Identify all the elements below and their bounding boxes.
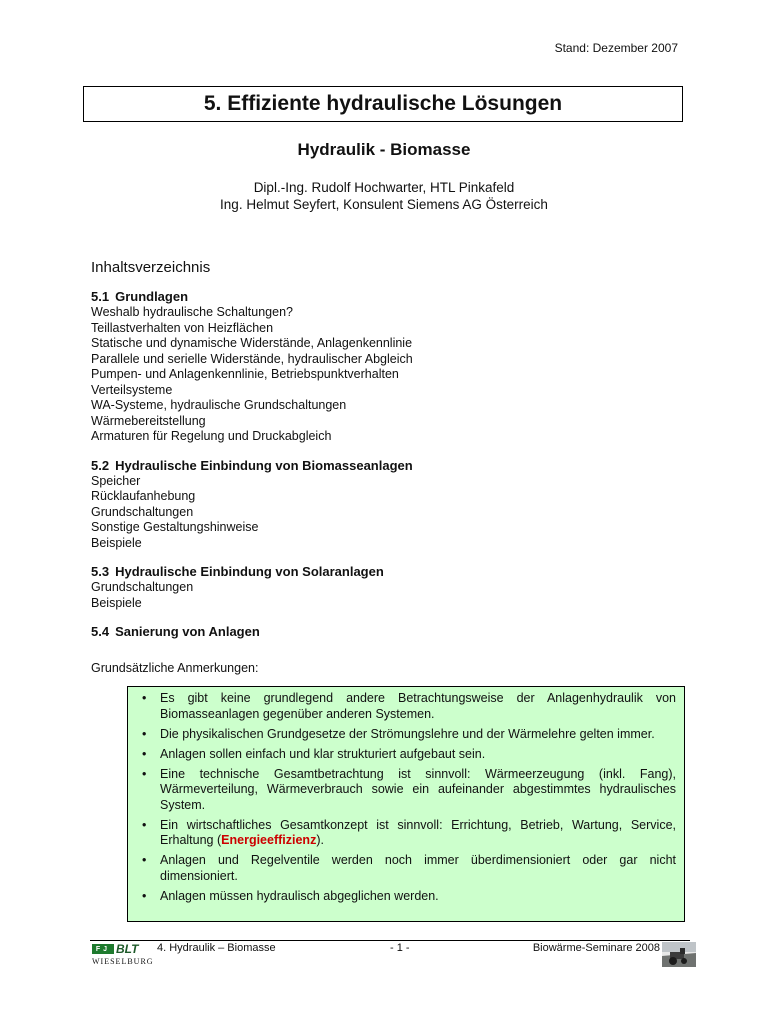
remark-text	[160, 767, 676, 814]
toc-section-title	[91, 564, 691, 580]
author-line: Dipl.-Ing. Rudolf Hochwarter, HTL Pinkafeld	[253, 180, 515, 195]
bullet-icon: •	[142, 817, 147, 832]
toc-item: Sonstige Gestaltungshinweise	[91, 520, 259, 534]
toc-item: Pumpen- und Anlagenkennlinie, Betriebspunktverhalten	[91, 367, 399, 381]
table-of-contents	[91, 289, 691, 653]
remark-text	[160, 853, 676, 884]
toc-heading: Inhaltsverzeichnis	[91, 259, 211, 276]
footer-series: Biowärme-Seminare 2008	[532, 942, 660, 954]
remark-text-part: Eine technische Gesamtbetrachtung ist sinnvoll: Wärmeerzeugung (inkl. Fang), Wärmeverteilung, Wärmeverbrauch sowie ein aufeinander abgestimmtes hydraulisches System.	[160, 766, 676, 812]
footer-divider	[90, 940, 690, 941]
toc-item: Armaturen für Regelung und Druckabgleich	[91, 429, 332, 443]
toc-item: WA-Systeme, hydraulische Grundschaltungen	[91, 398, 347, 412]
toc-item: Statische und dynamische Widerstände, Anlagenkennlinie	[91, 336, 413, 350]
toc-section-title	[91, 458, 691, 474]
toc-item: Rücklaufanhebung	[91, 489, 196, 503]
remark-bullet	[134, 767, 676, 814]
bullet-icon: •	[142, 726, 147, 741]
toc-section-number: 5.1	[91, 289, 110, 304]
toc-item: Beispiele	[91, 595, 142, 610]
bullet-icon: •	[142, 766, 147, 781]
remark-text	[160, 889, 676, 905]
toc-section-title	[91, 289, 691, 305]
toc-section	[91, 289, 691, 445]
toc-section-label: Sanierung von Anlagen	[115, 624, 260, 639]
remark-text	[160, 691, 676, 722]
remark-text	[160, 747, 676, 763]
remark-bullet	[134, 727, 676, 743]
toc-item: Parallele und serielle Widerstände, hydraulischer Abgleich	[91, 351, 413, 366]
toc-item: Verteilsysteme	[91, 382, 173, 397]
toc-item: Speicher	[91, 473, 141, 488]
bullet-icon: •	[142, 691, 147, 705]
remark-bullet	[134, 818, 676, 849]
toc-section	[91, 624, 691, 640]
remark-text-part: Anlagen sollen einfach und klar strukturiert aufgebaut sein.	[160, 746, 486, 761]
toc-section	[91, 458, 691, 552]
remark-text	[160, 727, 676, 743]
toc-section-number: 5.2	[91, 457, 110, 473]
toc-section-label: Hydraulische Einbindung von Biomasseanlagen	[115, 457, 413, 473]
toc-item: Grundschaltungen	[91, 580, 194, 594]
remark-bullet	[134, 747, 676, 763]
toc-item: Weshalb hydraulische Schaltungen?	[91, 305, 293, 319]
toc-item: Teillastverhalten von Heizflächen	[91, 320, 274, 335]
bullet-icon: •	[142, 853, 147, 868]
toc-item: Grundschaltungen	[91, 504, 194, 519]
remark-highlight: Energieeffizienz	[221, 833, 317, 848]
toc-item: Beispiele	[91, 535, 142, 550]
logo-subtext: WIESELBURG	[92, 957, 154, 966]
remark-bullet	[134, 691, 676, 722]
remark-text-part: Es gibt keine grundlegend andere Betrachtungsweise der Anlagenhydraulik von Biomasseanlagen gegenüber anderen Systemen.	[160, 691, 676, 721]
logo-badge: FJ	[92, 944, 114, 954]
toc-section	[91, 564, 691, 611]
remark-text-part: Die physikalischen Grundgesetze der Strömungslehre und der Wärmelehre gelten immer.	[160, 726, 655, 741]
author-line: Ing. Helmut Seyfert, Konsulent Siemens AG Österreich	[220, 197, 548, 212]
remark-text-part: Anlagen und Regelventile werden noch immer überdimensioniert oder gar nicht dimensioniert.	[160, 853, 676, 883]
toc-section-number: 5.3	[91, 564, 110, 579]
remark-bullet	[134, 853, 676, 884]
remarks-box	[127, 686, 685, 922]
remark-text-part: ).	[316, 833, 324, 848]
remark-bullet	[134, 889, 676, 905]
tractor-photo-icon	[662, 942, 696, 967]
remark-text-part: Anlagen müssen hydraulisch abgeglichen werden.	[160, 889, 439, 904]
toc-section-title	[91, 624, 691, 640]
remark-text	[160, 818, 676, 849]
toc-section-label: Hydraulische Einbindung von Solaranlagen	[115, 564, 384, 579]
bullet-icon: •	[142, 889, 147, 904]
bullet-icon: •	[142, 746, 147, 761]
toc-section-number: 5.4	[91, 624, 110, 639]
footer-page-number: - 1 -	[390, 942, 410, 954]
authors	[0, 179, 768, 213]
remark-text-part: Ein wirtschaftliches Gesamtkonzept ist sinnvoll: Errichtung, Betrieb, Wartung, Service, Erhaltung (	[160, 817, 676, 848]
logo-text: BLT	[116, 942, 139, 956]
blt-logo	[92, 942, 152, 967]
document-subtitle: Hydraulik - Biomasse	[297, 140, 471, 159]
stand-date: Stand: Dezember 2007	[554, 41, 678, 55]
footer-chapter: 4. Hydraulik – Biomasse	[157, 942, 276, 954]
toc-section-label: Grundlagen	[115, 289, 189, 304]
toc-item: Wärmebereitstellung	[91, 413, 206, 428]
remarks-heading: Grundsätzliche Anmerkungen:	[91, 661, 259, 675]
page-title: 5. Effiziente hydraulische Lösungen	[83, 86, 683, 122]
